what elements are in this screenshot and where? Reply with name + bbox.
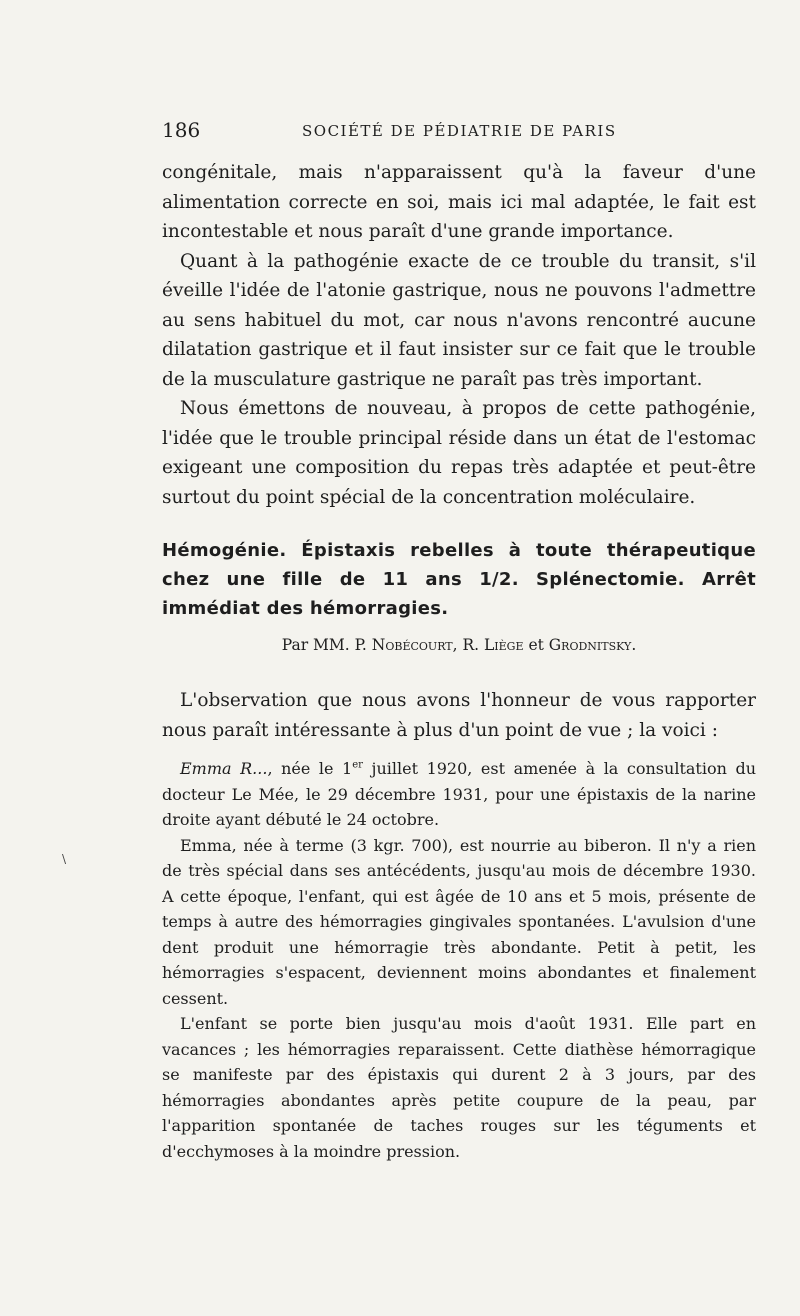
paragraph: Nous émettons de nouveau, à propos de cette pathogénie, l'idée que le trouble principal réside dans un état de l'estomac exigeant une composition du repas très adaptée et peut-être surtout du point spécial de la concentration moléculaire. [162, 398, 756, 508]
authors-suffix: . [631, 636, 637, 654]
author-name: Nobécourt [371, 636, 453, 654]
paragraph: Emma, née à terme (3 kgr. 700), est nourrie au biberon. Il n'y a rien de très spécial dans ses antécédents, jusqu'au mois de décembre 1930. A cette époque, l'enfant, qui est âgée de 10 ans et 5 mois, présente de temps à autre des hémorragies gingivales spontanées. L'avulsion d'une dent produit une hémorragie très abondante. Petit à petit, les hémorragies s'espacent, deviennent moins abondantes et finalement cessent. [162, 835, 756, 1008]
article-title: Hémogénie. Épistaxis rebelles à toute thérapeutique chez une fille de 11 ans 1/2. Splénectomie. Arrêt immédiat des hémorragies. [162, 540, 756, 619]
paragraph: Emma R..., née le 1er juillet 1920, est amenée à la consultation du docteur Le Mée, le 29 décembre 1931, pour une épistaxis de la narine droite ayant débuté le 24 octobre. [162, 759, 756, 829]
paragraph: L'observation que nous avons l'honneur de vous rapporter nous paraît intéressante à plus d'un point de vue ; la voici : [162, 690, 756, 741]
paragraph: congénitale, mais n'apparaissent qu'à la faveur d'une alimentation correcte en soi, mais ici mal adaptée, le fait est incontestable et nous paraît d'une grande importance. [162, 162, 756, 242]
page-header [162, 118, 756, 146]
authors-separator: , R. [452, 636, 485, 654]
observation-text [162, 756, 756, 1164]
page-number: 186 [162, 118, 201, 142]
paragraph: L'enfant se porte bien jusqu'au mois d'août 1931. Elle part en vacances ; les hémorragies reparaissent. Cette diathèse hémorragique se manifeste par des épistaxis qui durent 2 à 3 jours, par des hémorragies abondantes après petite coupure de la peau, par l'apparition spontanée de taches rouges sur les téguments et d'ecchymoses à la moindre pression. [162, 1014, 756, 1161]
authors-line [162, 636, 756, 654]
authors-prefix: Par MM. P. [281, 636, 372, 654]
running-title: SOCIÉTÉ DE PÉDIATRIE DE PARIS [302, 122, 617, 140]
paragraph: Quant à la pathogénie exacte de ce trouble du transit, s'il éveille l'idée de l'atonie gastrique, nous ne pouvons l'admettre au sens habituel du mot, car nous n'avons rencontré aucune dilatation gastrique et il faut insister sur ce fait que le trouble de la musculature gastrique ne paraît pas très important. [162, 250, 756, 390]
patient-name: Emma R... [180, 759, 268, 778]
authors-separator: et [523, 636, 549, 654]
intro-text [162, 158, 756, 512]
author-name: Grodnitsky [548, 636, 632, 654]
margin-mark: \ [62, 852, 67, 866]
lead-text [162, 686, 756, 746]
author-name: Liège [484, 636, 524, 654]
